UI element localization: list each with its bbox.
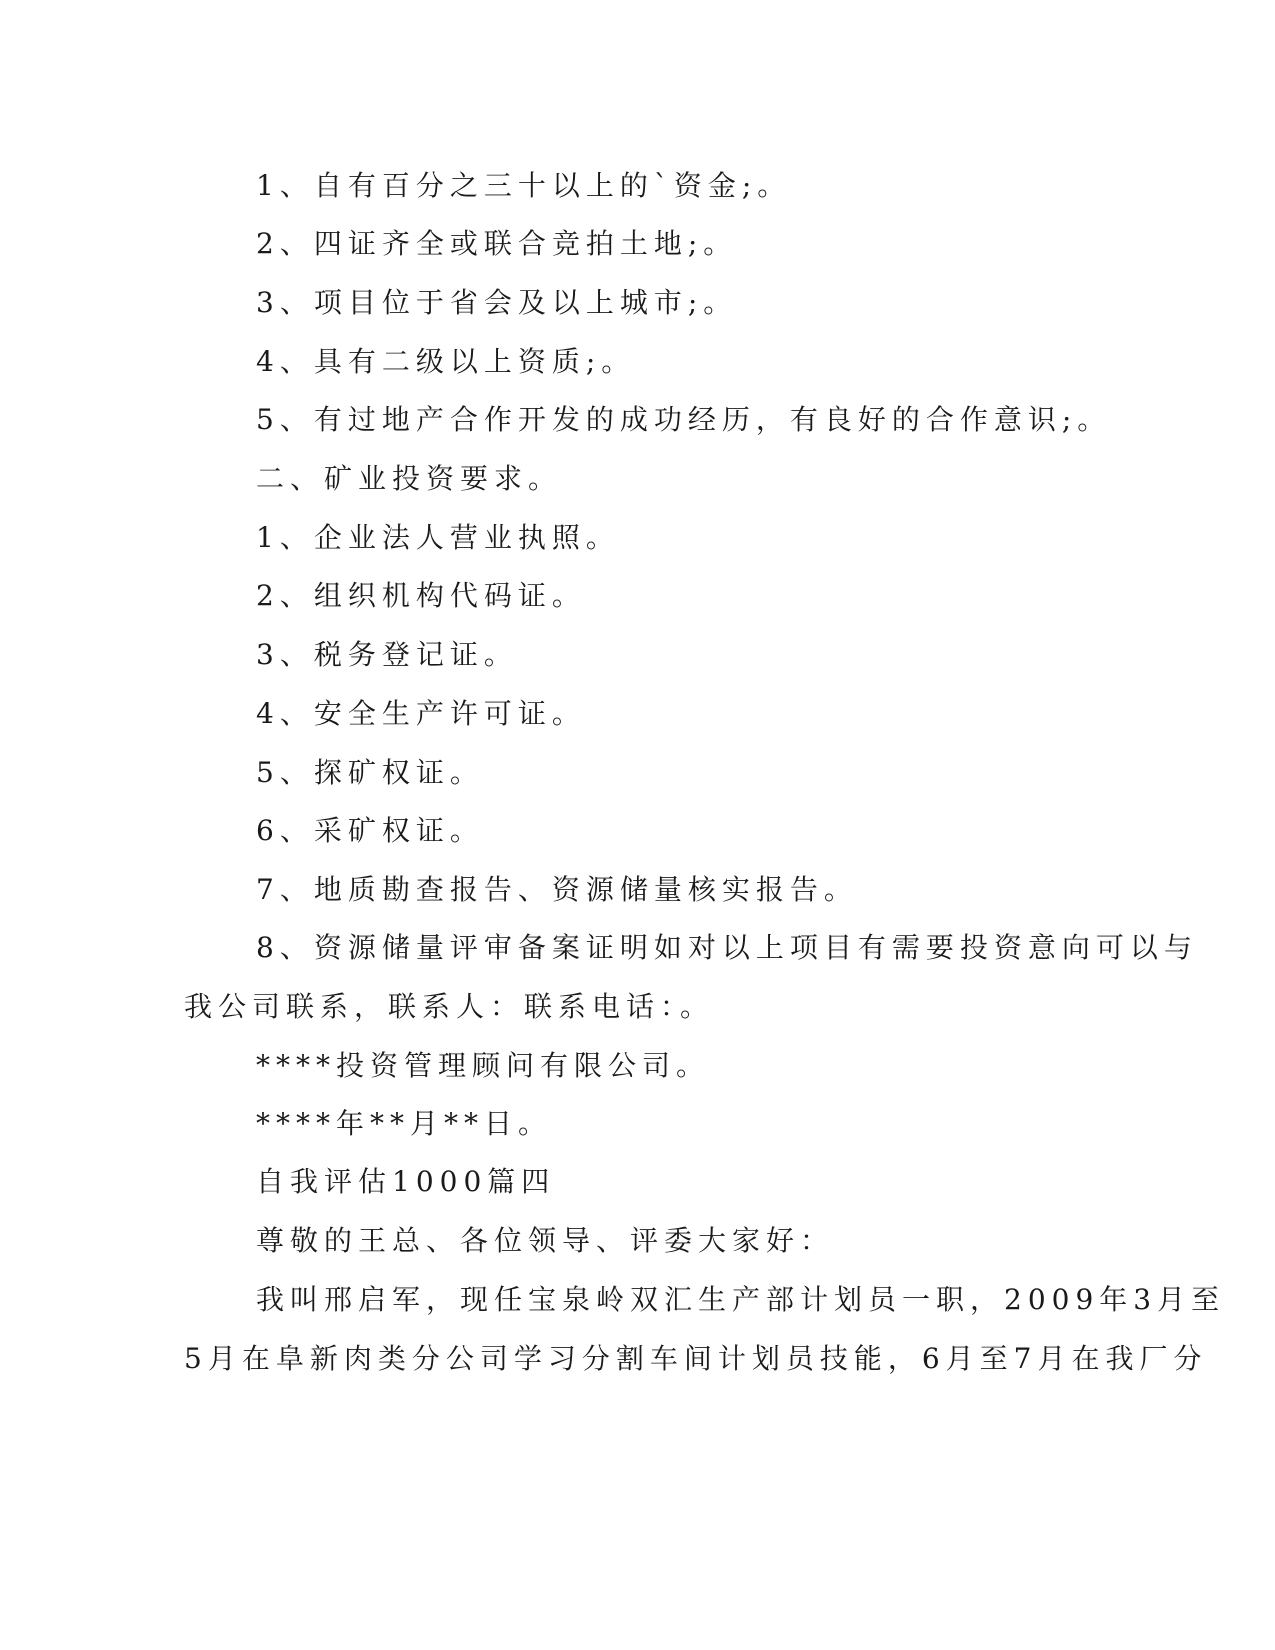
paragraph-line: 1、自有百分之三十以上的`资金;。	[256, 169, 792, 202]
paragraph-line-continued: 我公司联系，联系人：联系电话：。	[184, 990, 715, 1023]
date-line: ****年**月**日。	[256, 1107, 553, 1140]
section-heading: 二、矿业投资要求。	[256, 462, 563, 495]
paragraph-line: 5、有过地产合作开发的成功经历，有良好的合作意识;。	[256, 403, 1112, 436]
section-title: 自我评估1000篇四	[256, 1165, 556, 1198]
company-name: ****投资管理顾问有限公司。	[256, 1049, 711, 1082]
paragraph-line: 4、安全生产许可证。	[256, 697, 586, 730]
paragraph-line: 我叫邢启军，现任宝泉岭双汇生产部计划员一职，2009年3月至	[256, 1283, 1226, 1316]
paragraph-line: 5、探矿权证。	[256, 756, 484, 789]
paragraph-line: 8、资源储量评审备案证明如对以上项目有需要投资意向可以与	[256, 931, 1198, 964]
paragraph-line: 4、具有二级以上资质;。	[256, 345, 636, 378]
paragraph-line: 2、四证齐全或联合竞拍土地;。	[256, 227, 738, 260]
paragraph-line: 3、税务登记证。	[256, 638, 518, 671]
paragraph-line: 2、组织机构代码证。	[256, 579, 586, 612]
paragraph-line: 1、企业法人营业执照。	[256, 521, 620, 554]
paragraph-line: 3、项目位于省会及以上城市;。	[256, 286, 738, 319]
paragraph-line-continued: 5月在阜新肉类分公司学习分割车间计划员技能，6月至7月在我厂分	[184, 1342, 1208, 1375]
salutation: 尊敬的王总、各位领导、评委大家好：	[256, 1224, 835, 1257]
paragraph-line: 7、地质勘查报告、资源储量核实报告。	[256, 873, 858, 906]
paragraph-line: 6、采矿权证。	[256, 814, 484, 847]
